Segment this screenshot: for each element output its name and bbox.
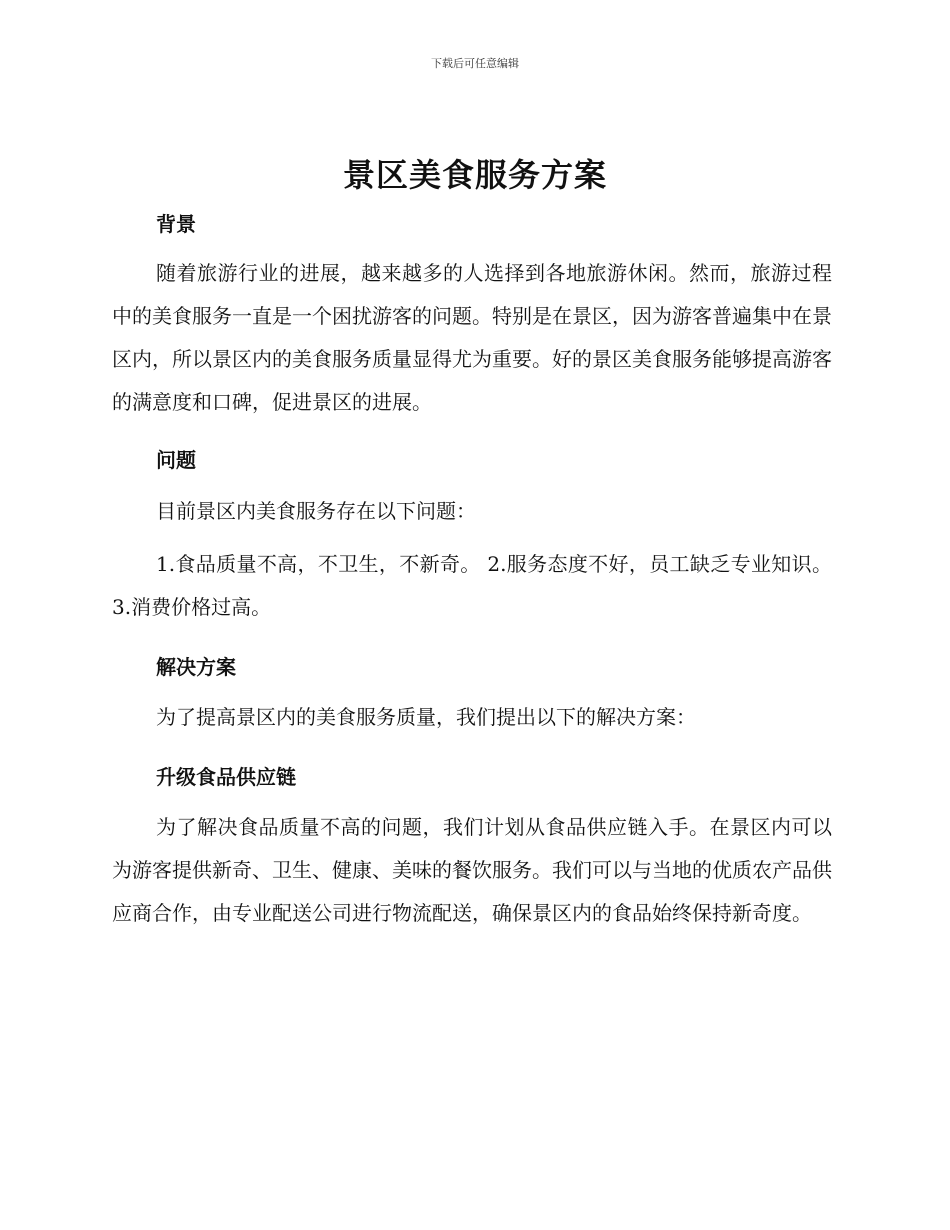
- solution-intro-paragraph: 为了提高景区内的美食服务质量，我们提出以下的解决方案：: [156, 705, 696, 729]
- document-title: 景区美食服务方案: [342, 156, 607, 194]
- supply-chain-paragraph: 为了解决食品质量不高的问题，我们计划从食品供应链入手。在景区内可以为游客提供新奇、卫生、健康、美味的餐饮服务。我们可以与当地的优质农产品供应商合作，由专业配送公司进行物流配送，确保景区内的食品始终保持新奇度。: [112, 815, 832, 925]
- section-heading-supply-chain: 升级食品供应链: [156, 765, 296, 789]
- background-paragraph: 随着旅游行业的进展，越来越多的人选择到各地旅游休闲。然而，旅游过程中的美食服务一直是一个困扰游客的问题。特别是在景区，因为游客普遍集中在景区内，所以景区内的美食服务质量显得尤为重要。好的景区美食服务能够提高游客的满意度和口碑，促进景区的进展。: [112, 261, 832, 414]
- problems-intro-paragraph: 目前景区内美食服务存在以下问题：: [156, 499, 476, 523]
- section-heading-solution: 解决方案: [156, 655, 236, 679]
- section-heading-background: 背景: [156, 212, 196, 236]
- section-heading-problems: 问题: [156, 448, 196, 472]
- problems-list-paragraph: 1.食品质量不高，不卫生，不新奇。 2.服务态度不好，员工缺乏专业知识。 3.消费价格过高。: [112, 552, 832, 619]
- header-note: 下载后可任意编辑: [431, 57, 519, 70]
